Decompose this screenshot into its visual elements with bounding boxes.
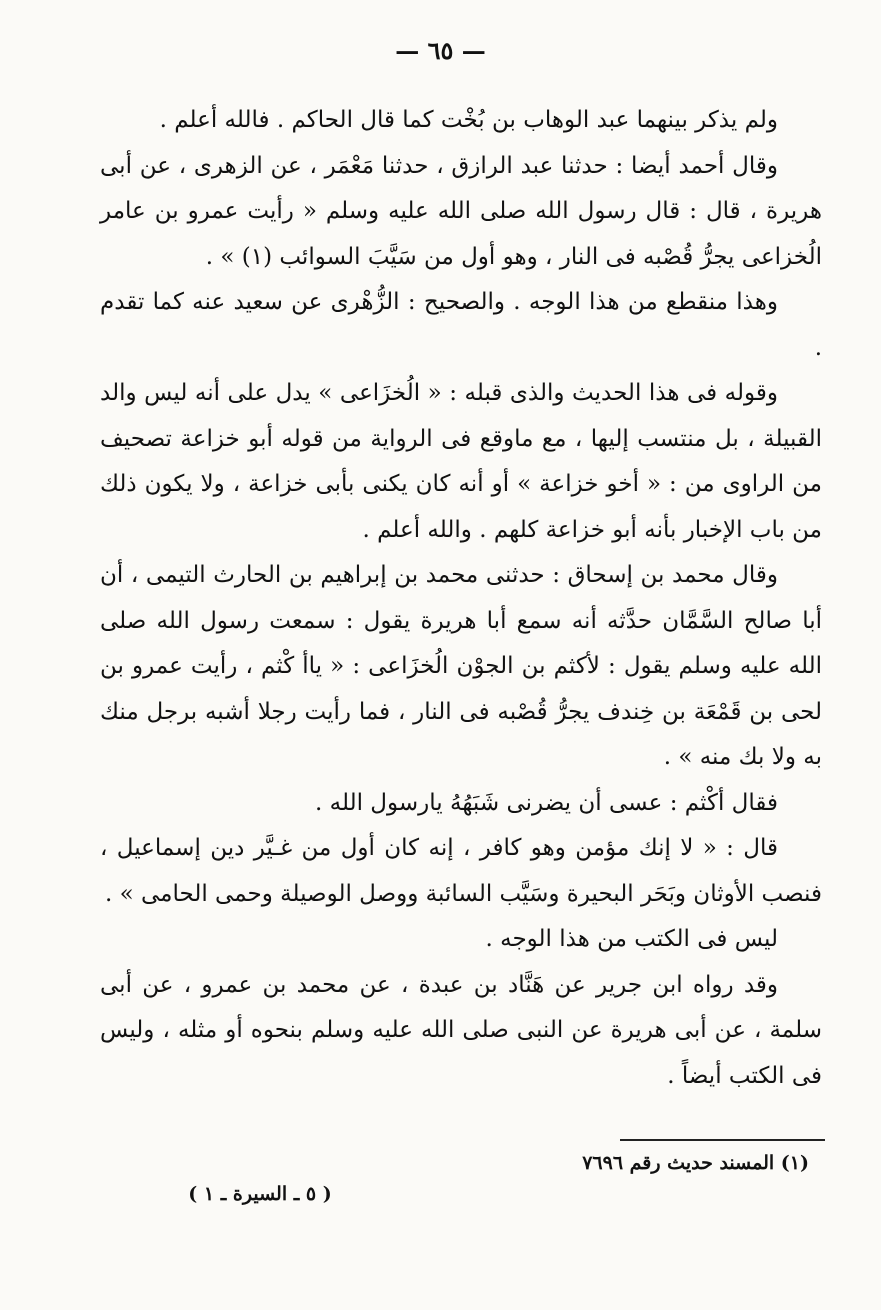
paragraph-5: وقال محمد بن إسحاق : حدثنى محمد بن إبراهيم بن الحارث التيمى ، أن أبا صالح السَّمَّان حدَّثه أنه سمع أبا هريرة يقول : سمعت رسول الله صلى الله عليه وسلم يقول : لأكثم بن الجوْن الُخزَاعى : « ياأ كْثم ، رأيت عمرو بن لحى بن قَمْعَة بن خِندف يجرُّ قُصْبه فى النار ، فما رأيت رجلا أشبه برجل منك به ولا بك منه » .	[100, 562, 822, 770]
body-text	[100, 98, 822, 1099]
page-number: — ٦٥ —	[395, 36, 486, 65]
signature-mark: ( ٥ ـ السيرة ـ ١ )	[188, 1183, 332, 1205]
paragraph-3: وهذا منقطع من هذا الوجه . والصحيح : الزُّهْرى عن سعيد عنه كما تقدم .	[100, 289, 822, 361]
paragraph-2: وقال أحمد أيضا : حدثنا عبد الرازق ، حدثنا مَعْمَر ، عن الزهرى ، عن أبى هريرة ، قال : قال رسول الله صلى الله عليه وسلم « رأيت عمرو بن عامر الُخزاعى يجرُّ قُصْبه فى النار ، وهو أول من سَيَّبَ السوائب (١) » .	[100, 152, 822, 270]
paragraph-7: قال : « لا إنك مؤمن وهو كافر ، إنه كان أول من غـيَّر دين إسماعيل ، فنصب الأوثان وبَحَر البحيرة وسَيَّب السائبة ووصل الوصيلة وحمى الحامى » .	[100, 835, 822, 907]
footnote: (١) المسند حديث رقم ٧٦٩٦	[582, 1152, 809, 1174]
paragraph-4: وقوله فى هذا الحديث والذى قبله : « الُخزَاعى » يدل على أنه ليس والد القبيلة ، بل منتسب إليها ، مع ماوقع فى الرواية من قوله أبو خزاعة تصحيف من الراوى من : « أخو خزاعة » أو أنه كان يكنى بأبى خزاعة ، ولا يكون ذلك من باب الإخبار بأنه أبو خزاعة كلهم . والله أعلم .	[100, 380, 822, 543]
paragraph-9: وقد رواه ابن جرير عن هَنَّاد بن عبدة ، عن محمد بن عمرو ، عن أبى سلمة ، عن أبى هريرة عن النبى صلى الله عليه وسلم بنحوه أو مثله ، وليس فى الكتب أيضاً .	[100, 971, 822, 1089]
paragraph-6: فقال أكْثم : عسى أن يضرنى شَبَهُهُ يارسول الله .	[315, 789, 778, 816]
footnote-divider	[620, 1139, 825, 1141]
paragraph-8: ليس فى الكتب من هذا الوجه .	[485, 926, 778, 952]
paragraph-1: ولم يذكر بينهما عبد الوهاب بن بُخْت كما قال الحاكم . فالله أعلم .	[159, 107, 778, 133]
